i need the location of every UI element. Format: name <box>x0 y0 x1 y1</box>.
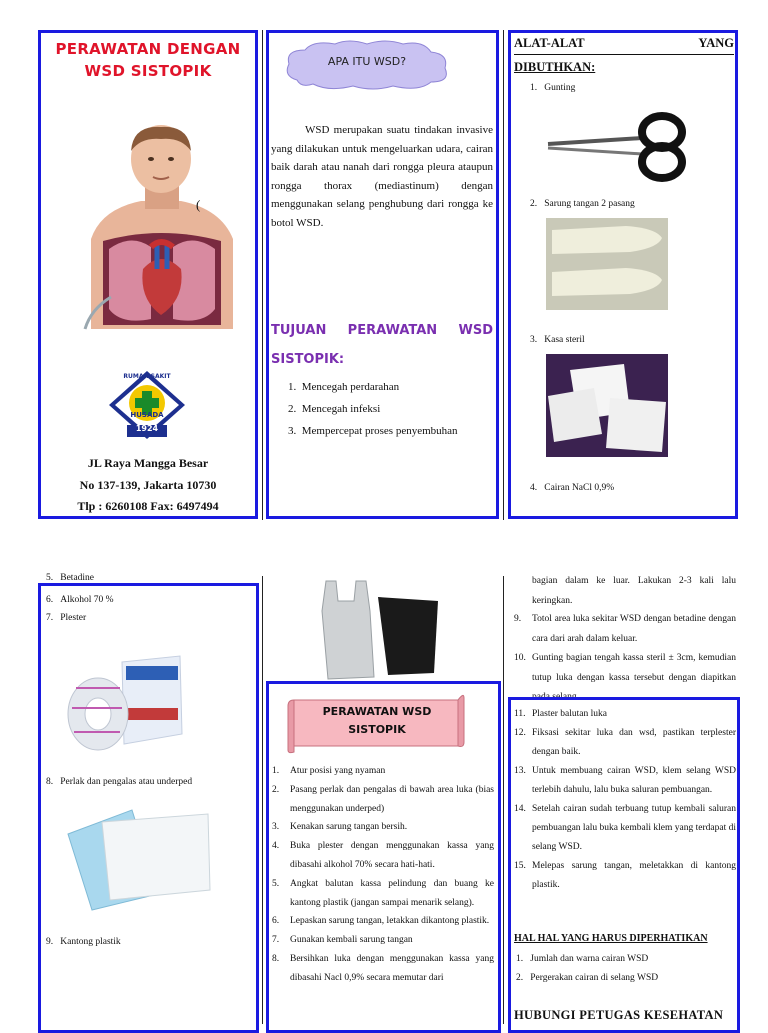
goals-title <box>271 316 493 374</box>
address-block <box>41 453 255 518</box>
procedure-step: 13. Untuk membuang cairan WSD, klem selang WSD terlebih dahulu, lalu buka saluran pembuangan. <box>514 766 736 795</box>
supply-item-6: 6. Alkohol 70 % <box>46 595 114 605</box>
anatomy-illustration <box>81 129 241 329</box>
plastic-bag-image <box>318 577 446 681</box>
procedure-step: 15. Melepas sarung tangan, meletakkan di kantong plastik. <box>514 861 736 890</box>
underpad-image <box>62 804 214 912</box>
procedure-step: 6. Lepaskan sarung tangan, letakkan dikantong plastik. <box>272 916 490 927</box>
tools-title-part2: YANG <box>698 36 734 50</box>
attention-item: 2. Pergerakan cairan di selang WSD <box>516 973 659 983</box>
attention-list <box>516 950 736 988</box>
goal-item: 2. Mencegah infeksi <box>288 403 381 415</box>
fold-line-4 <box>503 576 504 1024</box>
fold-line-3 <box>262 576 263 1024</box>
procedure-step: 1. Atur posisi yang nyaman <box>272 766 386 776</box>
logo-top-text: RUMAH SAKIT <box>123 373 171 380</box>
plaster-image <box>62 648 188 756</box>
banner-title <box>290 703 464 739</box>
procedure-step: 2. Pasang perlak dan pengalas di bawah area luka (bias menggunakan underped) <box>272 784 494 814</box>
supply-item-8: 8. Perlak dan pengalas atau underped <box>46 777 193 787</box>
attention-item: 1. Jumlah dan warna cairan WSD <box>516 954 649 964</box>
contact-title: HUBUNGI PETUGAS KESEHATAN <box>514 1008 724 1022</box>
intro-panel <box>266 30 499 519</box>
banner-title-line2: SISTOPIK <box>348 723 406 736</box>
procedure-step: 11. Plaster balutan luka <box>514 709 607 719</box>
procedure-step: 5. Angkat balutan kassa pelindung dan buang ke kantong plastik (jangan sampai menarik selang). <box>272 878 494 908</box>
goals-title-line1: TUJUAN PERAWATAN WSD <box>271 323 493 338</box>
attention-title: HAL HAL YANG HARUS DIPERHATIKAN <box>514 933 708 944</box>
cloud-label: APA ITU WSD? <box>327 55 407 68</box>
logo-bottom-text: HUSADA <box>130 411 164 419</box>
cover-title-line2: WSD SISTOPIK <box>84 62 212 80</box>
stray-paren: ( <box>196 197 201 212</box>
goal-item: 1. Mencegah perdarahan <box>288 381 400 393</box>
gauze-image <box>546 354 668 457</box>
tools-title-line2: DIBUTHKAN: <box>514 60 596 74</box>
tool-item-2: 2. Sarung tangan 2 pasang <box>530 199 635 209</box>
procedure-step: 3. Kenakan sarung tangan bersih. <box>272 822 408 833</box>
goals-list <box>288 376 493 442</box>
banner-title-line1: PERAWATAN WSD <box>322 705 432 718</box>
cover-panel <box>38 30 258 519</box>
procedure-step: 10. Gunting bagian tengah kassa steril ± 3cm, kemudian tutup luka dengan kassa tersebut dengan diapitkan <box>514 653 736 683</box>
tools-title <box>514 33 734 78</box>
supply-item-5: 5. Betadine <box>46 573 95 583</box>
procedure-step: 12. Fiksasi sekitar luka dan wsd, pastikan terplester dengan baik. <box>514 728 736 757</box>
intro-paragraph: WSD merupakan suatu tindakan invasive yang dilakukan untuk mengeluarkan udara, cairan baik darah atau nanah dari rongga pleura ataupun rongga thorax (mediastinum) dengan menggunakan selang penghubung dari rongga ke botol WSD. <box>271 124 493 229</box>
address-line-1: JL Raya Mangga Besar <box>87 456 209 470</box>
scissors-image <box>546 104 692 192</box>
logo-year: 1924 <box>135 424 159 433</box>
procedure-step: 9. Totol area luka sekitar WSD dengan betadine dengan cara dari arah dalam keluar. <box>514 614 736 644</box>
tools-title-part1: ALAT-ALAT <box>514 36 585 50</box>
procedure-steps-continued <box>514 610 736 696</box>
procedure-step: 14. Setelah cairan sudah terbuang tutup kembali saluran pembuangan lalu buka kembali klem yang terdapat di selang WSD. <box>514 804 736 852</box>
fold-line-2 <box>503 30 504 520</box>
fold-line-1 <box>262 30 263 520</box>
cover-title-line1: PERAWATAN DENGAN <box>55 40 241 58</box>
goal-item: 3. Mempercepat proses penyembuhan <box>288 425 458 437</box>
procedure-step: 8. Bersihkan luka dengan menggunakan kassa yang dibasahi Nacl 0,9% secara memutar dari <box>272 953 494 983</box>
address-line-3: Tlp : 6260108 Fax: 6497494 <box>77 499 219 513</box>
procedure-step: 4. Buka plester dengan menggunakan kassa yang dibasahi alkohol 70% secara hati-hati. <box>272 841 494 870</box>
supply-item-9: 9. Kantong plastik <box>46 937 121 947</box>
supply-item-7: 7. Plester <box>46 613 87 623</box>
tool-item-3: 3. Kasa steril <box>530 335 585 345</box>
continued-text: bagian dalam ke luar. Lakukan 2-3 kali lalu keringkan. <box>532 576 736 606</box>
cover-title <box>41 38 255 82</box>
goals-title-line2: SISTOPIK: <box>271 352 345 367</box>
procedure-steps <box>272 762 494 988</box>
gloves-image <box>546 218 668 310</box>
tool-item-1: 1. Gunting <box>530 83 576 93</box>
procedure-steps-final <box>514 705 736 895</box>
procedure-step: 7. Gunakan kembali sarung tangan <box>272 935 413 946</box>
address-line-2: No 137-139, Jakarta 10730 <box>79 477 217 492</box>
tool-item-4: 4. Cairan NaCl 0,9% <box>530 483 615 493</box>
